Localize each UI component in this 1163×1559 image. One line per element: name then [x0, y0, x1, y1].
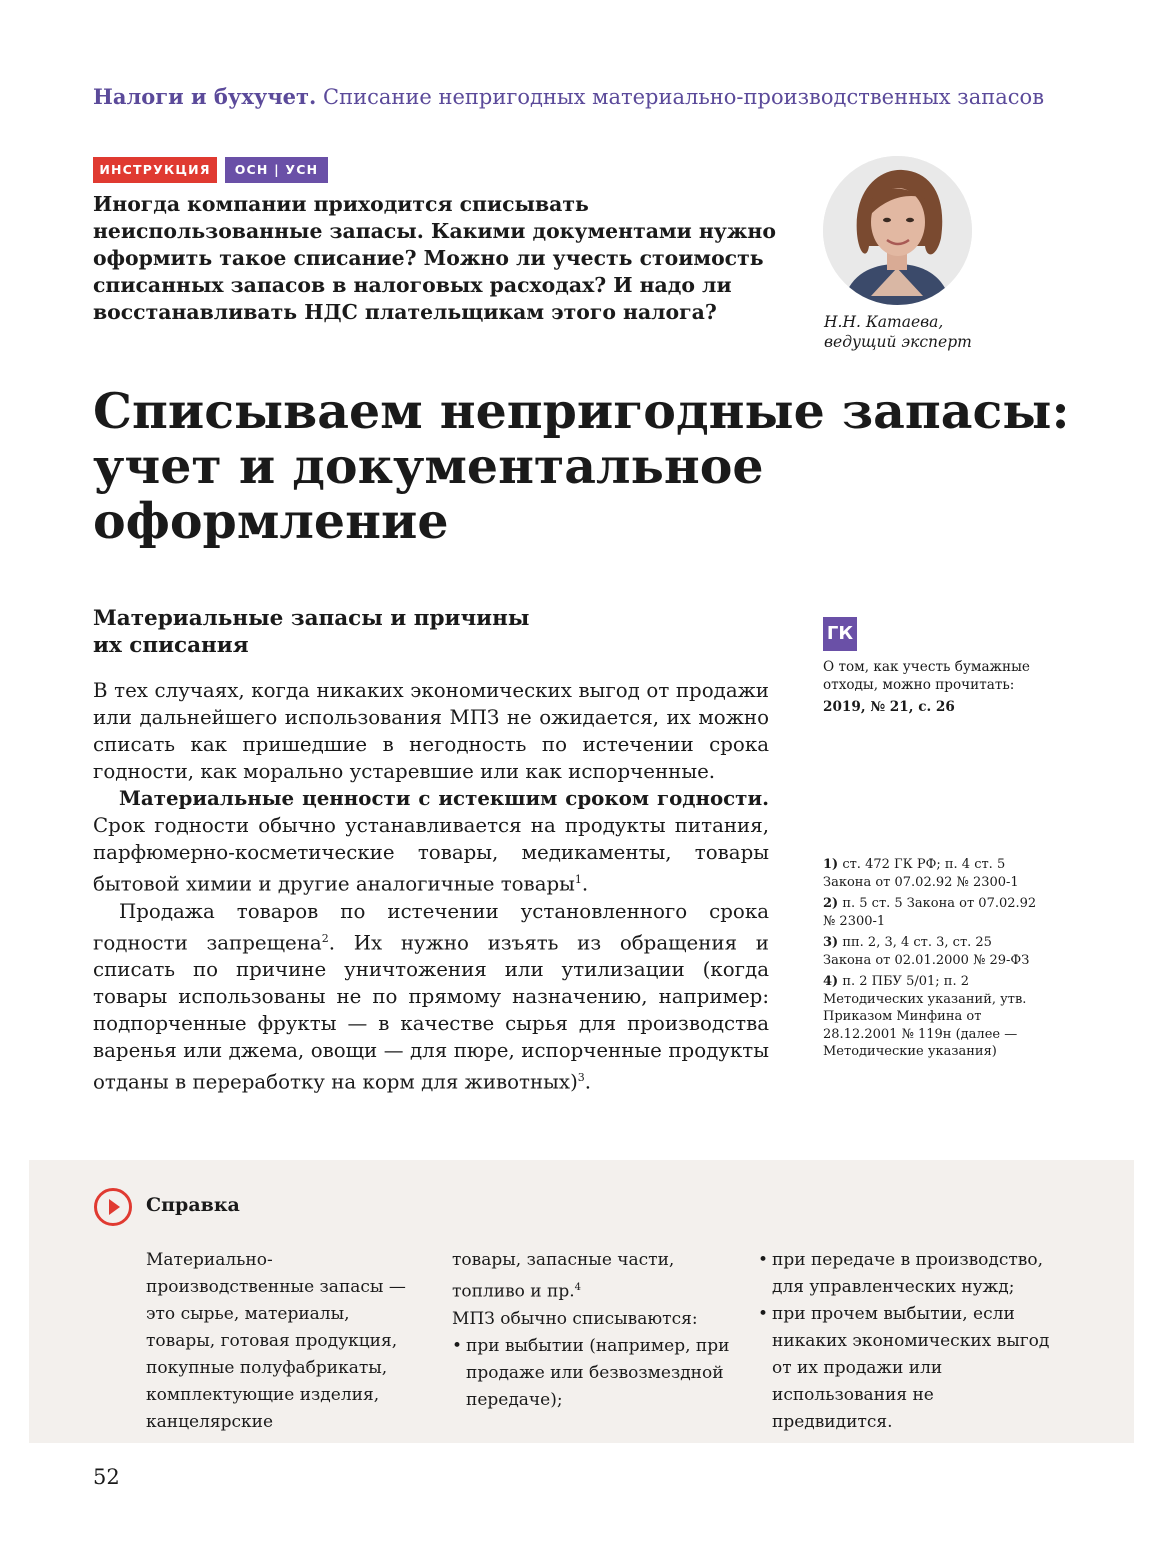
reference-column-3 [758, 1247, 1058, 1436]
list-item: • при передаче в производство, для управленческих нужд; [758, 1247, 1058, 1301]
reference-definition: Материально-производственные запасы — это сырье, материалы, товары, готовая продукция, покупные полуфабрикаты, комплектующие изделия, канцелярские [146, 1250, 406, 1432]
author-role: ведущий эксперт [824, 333, 972, 351]
body-paragraph-3-text-b: . Их нужно изъять из обращения и списать по причине уничтожения или утилизации (когда товары использованы не по прямому назначению, например: подпорченные фрукты — в качестве сырья для производства варенья или джема, овощи — для пюре, испорченные продукты отданы в переработку на корм для животных) [93, 931, 769, 1094]
reference-list-intro: МПЗ обычно списываются: [452, 1308, 698, 1329]
reference-column-2 [452, 1247, 732, 1414]
body-paragraph-3-text-a: Продажа товаров по истечении установленного срока годности запрещена [93, 899, 769, 955]
play-circle-icon [93, 1187, 133, 1227]
subhead-line-1: Материальные запасы и причины [93, 606, 530, 631]
reference-column-1 [146, 1247, 416, 1436]
list-item: • при выбытии (например, при продаже или безвозмездной передаче); [452, 1333, 732, 1414]
section-subhead [93, 605, 613, 659]
reference-list [452, 1333, 732, 1414]
footnote-text: п. 2 ПБУ 5/01; п. 2 Методических указаний, утв. Приказом Минфина от 28.12.2001 № 119н (далее — Методические указания) [823, 974, 1027, 1059]
footnote-ref-1: 1 [574, 873, 582, 886]
author-portrait-icon [823, 156, 972, 305]
list-item: • при прочем выбытии, если никаких экономических выгод от их продажи или использования не предвидится. [758, 1301, 1058, 1436]
body-paragraph-2-end: . [581, 872, 589, 896]
footnote-text: ст. 472 ГК РФ; п. 4 ст. 5 Закона от 07.02.92 № 2300-1 [823, 857, 1019, 890]
title-line-3: оформление [93, 492, 449, 550]
tag-tax-regime: ОСН | УСН [225, 157, 328, 183]
footnote-text: пп. 2, 3, 4 ст. 3, ст. 25 Закона от 02.01.2000 № 29-ФЗ [823, 935, 1030, 968]
title-line-1: Списываем непригодные запасы: [93, 382, 1070, 440]
author-photo [823, 156, 972, 305]
footnote-ref-3: 3 [577, 1071, 585, 1085]
reference-definition-tail: товары, запасные части, топливо и пр. [452, 1250, 675, 1302]
footnote-ref-4: 4 [574, 1282, 582, 1293]
gk-logo: ГК [823, 617, 857, 651]
header-section: Налоги и бухучет. [93, 84, 317, 109]
side-note-reference: 2019, № 21, с. 26 [823, 699, 955, 715]
body-paragraph-3-end: . [584, 1070, 592, 1094]
article-body [93, 677, 769, 1096]
body-paragraph-2-text: Срок годности обычно устанавливается на продукты питания, парфюмерно-косметические товары, медикаменты, товары бытовой химии и другие аналогичные товары [93, 814, 769, 896]
author-name: Н.Н. Катаева, [824, 313, 944, 331]
footnote-3 [823, 934, 1043, 969]
body-paragraph-2-lead: Материальные ценности с истекшим сроком годности. [119, 786, 769, 810]
reference-definition-end [452, 1247, 732, 1306]
footnotes [823, 856, 1043, 1065]
footnote-2 [823, 895, 1043, 930]
footnote-number: 1) [823, 857, 839, 872]
footnote-number: 2) [823, 896, 839, 911]
footnote-text: п. 5 ст. 5 Закона от 07.02.92 № 2300-1 [823, 896, 1037, 929]
page-number: 52 [93, 1465, 120, 1489]
lead-paragraph: Иногда компании приходится списывать неиспользованные запасы. Какими документами нужно оформить такое списание? Можно ли учесть стоимость списанных запасов в налоговых расходах? И надо ли восстанавливать НДС плательщикам этого налога? [93, 192, 776, 324]
footnote-number: 3) [823, 935, 839, 950]
body-paragraph-1: В тех случаях, когда никаких экономических выгод от продажи или дальнейшего использования МПЗ не ожидается, их можно списать как пришедшие в негодность по истечении срока годности, как морально устаревшие или как испорченные. [93, 679, 769, 783]
reference-list-continued [758, 1247, 1058, 1436]
side-note [823, 658, 1043, 716]
header-topic: Списание непригодных материально-производственных запасов [316, 85, 1045, 109]
title-line-2: учет и документальное [93, 437, 764, 495]
side-note-text: О том, как учесть бумажные отходы, можно прочитать: [823, 659, 1030, 693]
footnote-ref-2: 2 [321, 931, 329, 945]
author-caption [824, 312, 1024, 352]
subhead-line-2: их списания [93, 633, 249, 658]
body-paragraph-2 [93, 785, 769, 898]
running-header [93, 84, 1093, 109]
body-paragraph-3 [93, 898, 769, 1096]
footnote-1 [823, 856, 1043, 891]
reference-title: Справка [146, 1194, 240, 1216]
footnote-number: 4) [823, 974, 839, 989]
footnote-4 [823, 973, 1043, 1061]
tag-instruction: ИНСТРУКЦИЯ [93, 157, 217, 183]
article-title [93, 384, 1113, 549]
